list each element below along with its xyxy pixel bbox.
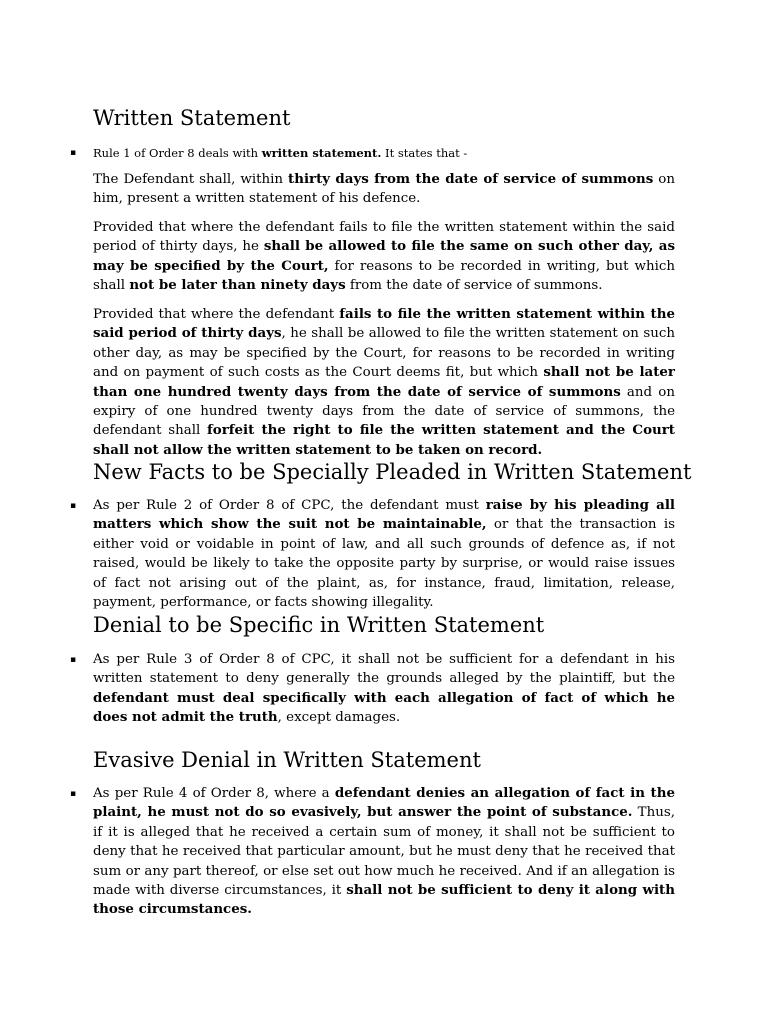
text-run: or that the transaction is either void or voidable in point of law, and all such grounds of defence as, if not raised, would be likely to take the opposite party by surprise, or would raise issues of fact not arising out of the plaint, as, for instance, fraud, limitation, release, payment, performance, or facts showing illegality. — [93, 517, 675, 611]
text-run-bold: defendant must deal specifically with each allegation of fact of which he does not admit the truth — [93, 689, 675, 726]
text-run: It states that - — [381, 146, 468, 160]
text-run: for reasons to be recorded in writing, but which shall — [93, 258, 675, 294]
bullet-marker: ▪ — [70, 148, 77, 158]
text-run: As per Rule 2 of Order 8 of CPC, the defendant must — [93, 498, 486, 513]
paragraph-proviso-ninety-days — [93, 218, 675, 296]
text-run: As per Rule 3 of Order 8 of CPC, it shall not be sufficient for a defendant in his written statement to deny generally the grounds alleged by the plaintiff, but the — [93, 652, 675, 687]
bullet-marker: ▪ — [70, 655, 77, 665]
bullet-text-rule4 — [93, 784, 675, 920]
text-run: Thus, if it is alleged that he received a certain sum of money, it shall not be sufficient to deny that he received that particular amount, but he must deny that he received that sum or any part thereof, or else set out how much he received. And if an allegation is made with diverse circumstances, it — [93, 805, 675, 899]
text-run: Rule 1 of Order 8 deals with — [93, 146, 262, 160]
text-run: , except damages. — [277, 710, 401, 726]
text-run: and on expiry of one hundred twenty days from the date of service of summons, the defendant shall — [93, 384, 675, 439]
bullet-marker: ▪ — [70, 501, 77, 511]
text-run-bold: shall be allowed to file the same on such other day, as may be specified by the Court, — [93, 238, 675, 274]
text-run: The Defendant shall, within — [93, 172, 289, 187]
text-run: from the date of service of summons. — [345, 278, 603, 294]
heading-written-statement: Written Statement — [93, 106, 291, 130]
text-run: As per Rule 4 of Order 8, where a — [93, 786, 335, 801]
bullet-text-rule2 — [93, 496, 675, 612]
text-run-bold: shall not be sufficient to deny it along with those circumstances. — [93, 882, 675, 918]
text-run: Provided that where the defendant — [93, 307, 340, 322]
text-run: Provided that where the defendant fails to file the written statement within the said period of thirty days, he — [93, 220, 675, 255]
paragraph-proviso-one-hundred-twenty-days — [93, 305, 675, 460]
text-run-bold: forfeit the right to file the written statement and the Court shall not allow the written statement to be taken on record. — [93, 422, 675, 458]
text-run-bold: shall not be later than one hundred twenty days from the date of service of summons — [93, 364, 675, 400]
text-run-bold: raise by his pleading all matters which show the suit not be maintainable, — [93, 497, 675, 533]
heading-denial-specific: Denial to be Specific in Written Statement — [93, 613, 545, 637]
bullet-text-rule3 — [93, 650, 675, 728]
text-run-bold: defendant denies an allegation of fact in the plaint, he must not do so evasively, but answer the point of substance. — [93, 785, 675, 821]
paragraph-defendant-within-thirty-days — [93, 170, 675, 209]
text-run-bold: thirty days from the date of service of summons — [288, 171, 654, 187]
text-run-bold: not be later than ninety days — [129, 277, 346, 294]
text-run: on him, present a written statement of his defence. — [93, 172, 675, 207]
bullet-text-rule1 — [93, 145, 675, 161]
bullet-marker: ▪ — [70, 789, 77, 799]
text-run-bold: fails to file the written statement within the said period of thirty days — [93, 306, 675, 342]
text-run-bold: written statement. — [261, 146, 382, 160]
heading-evasive-denial: Evasive Denial in Written Statement — [93, 748, 481, 772]
text-run: , he shall be allowed to file the written statement on such other day, as may be specified by the Court, for reasons to be recorded in writing and on payment of such costs as the Court deems fit, but which — [93, 326, 675, 381]
heading-new-facts: New Facts to be Specially Pleaded in Written Statement — [93, 460, 692, 484]
